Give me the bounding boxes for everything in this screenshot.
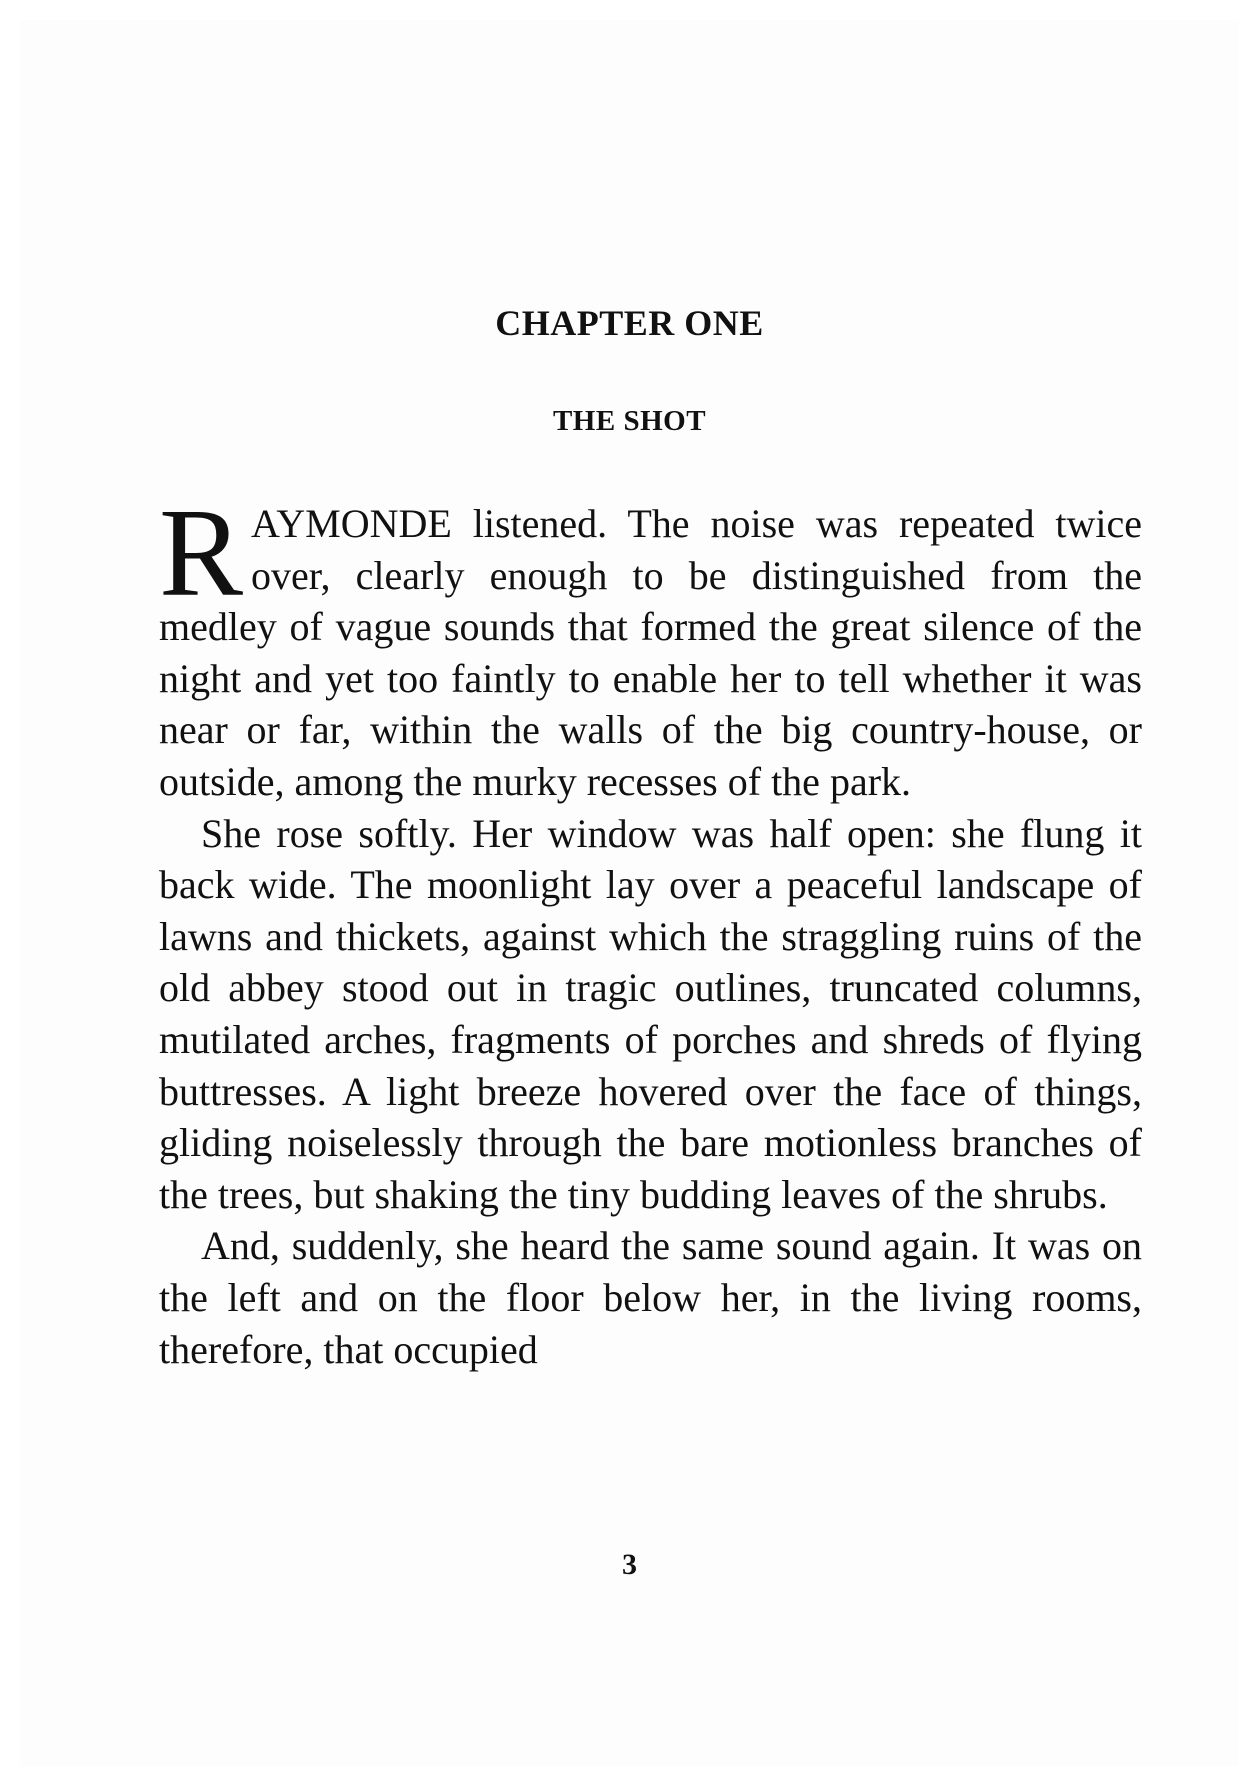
drop-cap: R (159, 484, 244, 623)
paragraph-2: She rose softly. Her window was half open: she flung it back wide. The moonlight lay over a peaceful landscape of lawns and thickets, against which the straggling ruins of the old abbey stood out in tragic outlines, truncated columns, mutilated arches, fragments of porches and shreds of flying buttresses. A light breeze hovered over the face of things, gliding noiselessly through the bare motionless branches of the trees, but shaking the tiny budding leaves of the shrubs. (159, 810, 1142, 1217)
body-text (159, 484, 1142, 1375)
page-number: 3 (622, 1548, 637, 1581)
paragraph-1 (159, 484, 1142, 808)
book-page (20, 20, 1239, 1766)
paragraph-1-text: AYMONDE listened. The noise was repeated twice over, clearly enough to be distinguished from the medley of vague sounds that formed the great silence of the night and yet too faintly to enable her to tell whether it was near or far, within the walls of the big country-house, or outside, among the murky recesses of the park. (159, 501, 1142, 804)
chapter-title-heading: THE SHOT (552, 405, 707, 437)
paragraph-3: And, suddenly, she heard the same sound again. It was on the left and on the floor below her, in the living rooms, therefore, that occupied (159, 1223, 1142, 1372)
chapter-number-heading: CHAPTER ONE (495, 303, 764, 343)
